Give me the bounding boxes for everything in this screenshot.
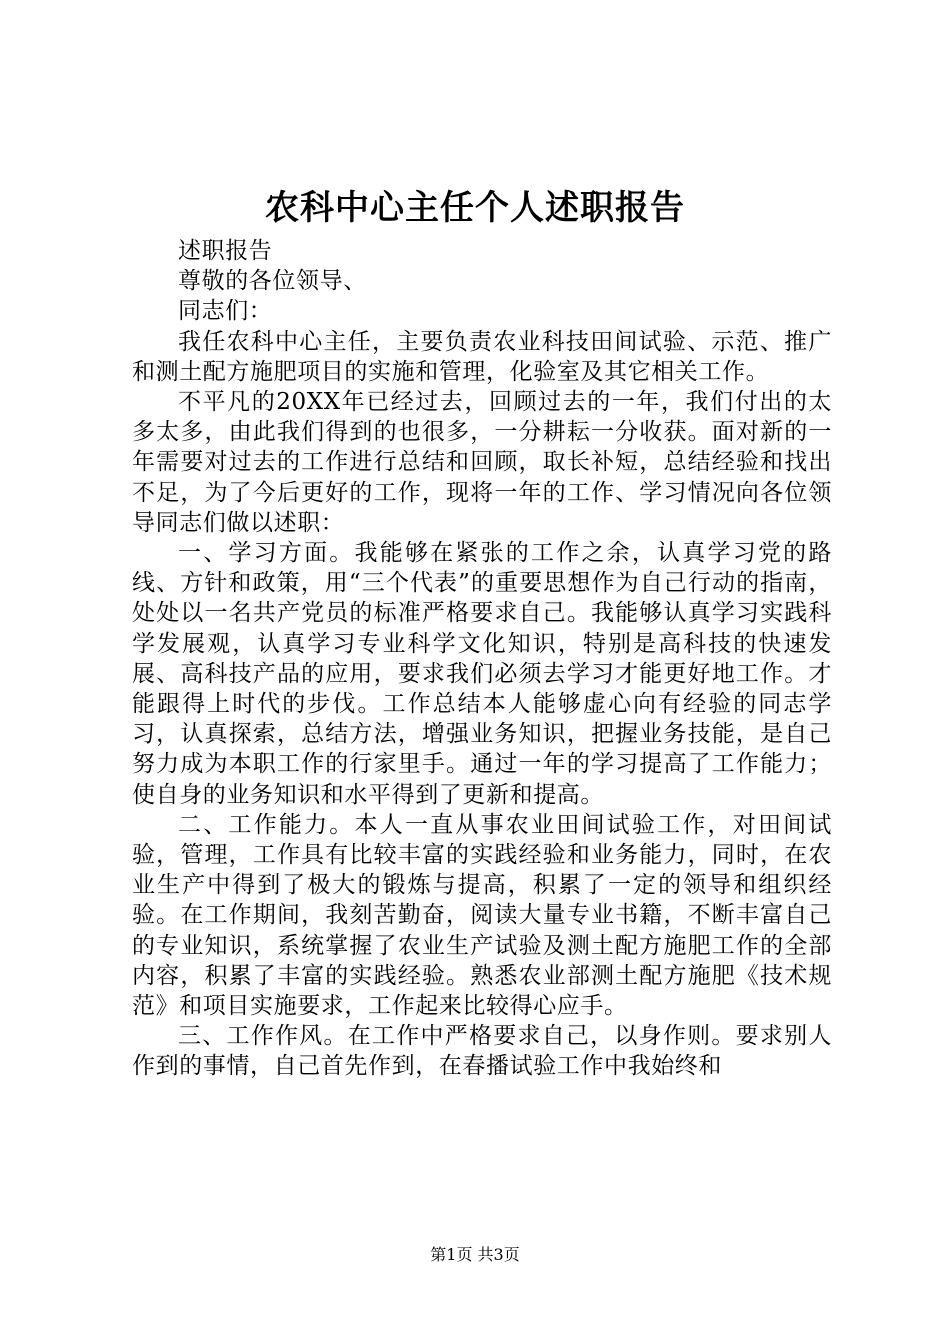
paragraph-salutation: 尊敬的各位领导、 [178,268,367,295]
paragraph-ability: 二、工作能力。本人一直从事农业田间试验工作，对田间试验，管理，工作具有比较丰富的实践经验和业务能力，同时，在农业生产中得到了极大的锻炼与提高，积累了一定的领导和组织经验。在工作期间，我刻苦勤奋，阅读大量专业书籍，不断丰富自己的专业知识，系统掌握了农业生产试验及测土配方施肥工作的全部内容，积累了丰富的实践经验。熟悉农业部测土配方施肥《技术规范》和项目实施要求，工作起来比较得心应手。 [132,811,832,1020]
paragraph-overview: 不平凡的20XX年已经过去，回顾过去的一年，我们付出的太多太多，由此我们得到的也很多，一分耕耘一分收获。面对新的一年需要对过去的工作进行总结和回顾，取长补短，总结经验和找出不足，为了今后更好的工作，现将一年的工作、学习情况向各位领导同志们做以述职： [132,389,832,536]
paragraph-salutation-2: 同志们： [178,298,273,325]
paragraph-heading: 述职报告 [178,238,273,264]
document-body [132,236,832,1082]
paragraph-style: 三、工作作风。在工作中严格要求自己，以身作则。要求别人作到的事情，自己首先作到，在春播试验工作中我始终和 [132,1023,832,1080]
paragraph-study: 一、学习方面。我能够在紧张的工作之余，认真学习党的路线、方针和政策，用“三个代表”的重要思想作为自己行动的指南，处处以一名共产党员的标准严格要求自己。我能够认真学习实践科学发展观，认真学习专业科学文化知识，特别是高科技的快速发展、高科技产品的应用，要求我们必须去学习才能更好地工作。才能跟得上时代的步伐。工作总结本人能够虚心向有经验的同志学习，认真探索，总结方法，增强业务知识，把握业务技能，是自己努力成为本职工作的行家里手。通过一年的学习提高了工作能力；使自身的业务知识和水平得到了更新和提高。 [132,540,832,808]
page-footer: 第1页 共3页 [430,1245,520,1264]
paragraph-intro: 我任农科中心主任，主要负责农业科技田间试验、示范、推广和测土配方施肥项目的实施和管理，化验室及其它相关工作。 [132,328,832,385]
document-title: 农科中心主任个人述职报告 [265,188,685,228]
